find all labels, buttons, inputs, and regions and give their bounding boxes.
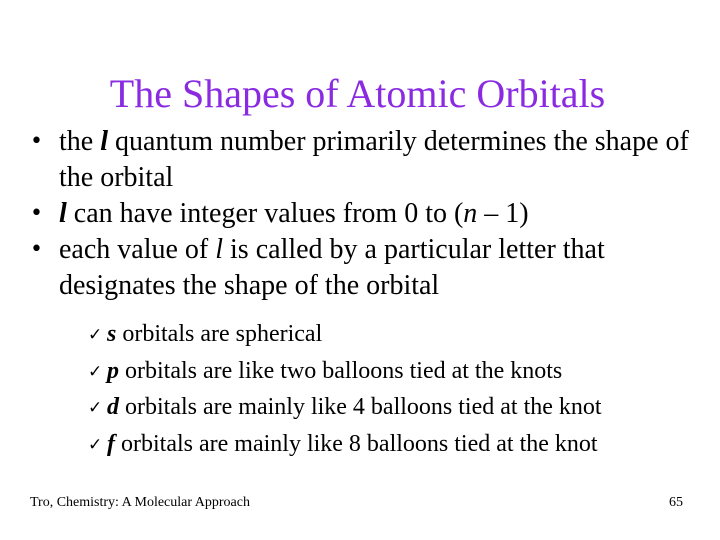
page-number: 65: [669, 495, 683, 510]
check-icon: ✓: [88, 398, 103, 418]
bullet-icon: •: [30, 129, 43, 154]
variable-l: l: [100, 126, 108, 157]
sub-bullet-item: [88, 426, 708, 463]
sub-bullet-text: orbitals are mainly like 8 balloons tied at the knot: [115, 430, 598, 457]
check-icon: ✓: [88, 325, 103, 345]
bullet-item: [30, 124, 710, 196]
bullet-icon: •: [30, 201, 43, 226]
orbital-letter: d: [107, 394, 119, 420]
sub-bullet-text: orbitals are mainly like 4 balloons tied at the knot: [119, 394, 602, 420]
bullet-text-suffix: is called by a particular letter that designates the shape of the orbital: [59, 234, 605, 301]
slide-title: The Shapes of Atomic Orbitals: [109, 71, 606, 116]
bullet-item: [30, 196, 710, 232]
bullet-text-prefix: the: [59, 126, 101, 157]
bullet-text-prefix: each value of: [59, 234, 216, 265]
orbital-letter: s: [107, 321, 117, 347]
bullet-text-end: – 1): [477, 198, 529, 229]
check-icon: ✓: [88, 434, 103, 455]
variable-l: l: [59, 198, 67, 229]
orbital-sub-list: [88, 316, 708, 462]
orbital-letter: f: [107, 430, 115, 457]
bullet-text-suffix: quantum number primarily determines the shape of the orbital: [59, 126, 689, 193]
bullet-text: can have integer values from 0 to (: [66, 198, 464, 229]
sub-bullet-item: [88, 389, 708, 426]
orbital-letter: p: [107, 357, 119, 384]
sub-bullet-text: orbitals are spherical: [116, 321, 323, 347]
bullet-icon: •: [30, 237, 43, 262]
footer-source: Tro, Chemistry: A Molecular Approach: [30, 495, 250, 510]
check-icon: ✓: [88, 361, 103, 382]
sub-bullet-item: [88, 353, 708, 390]
sub-bullet-item: [88, 316, 708, 353]
bullet-item: [30, 232, 710, 304]
variable-l: l: [215, 234, 224, 265]
bullet-list: [30, 124, 710, 304]
variable-n: n: [463, 198, 478, 229]
sub-bullet-text: orbitals are like two balloons tied at the knots: [119, 357, 563, 384]
